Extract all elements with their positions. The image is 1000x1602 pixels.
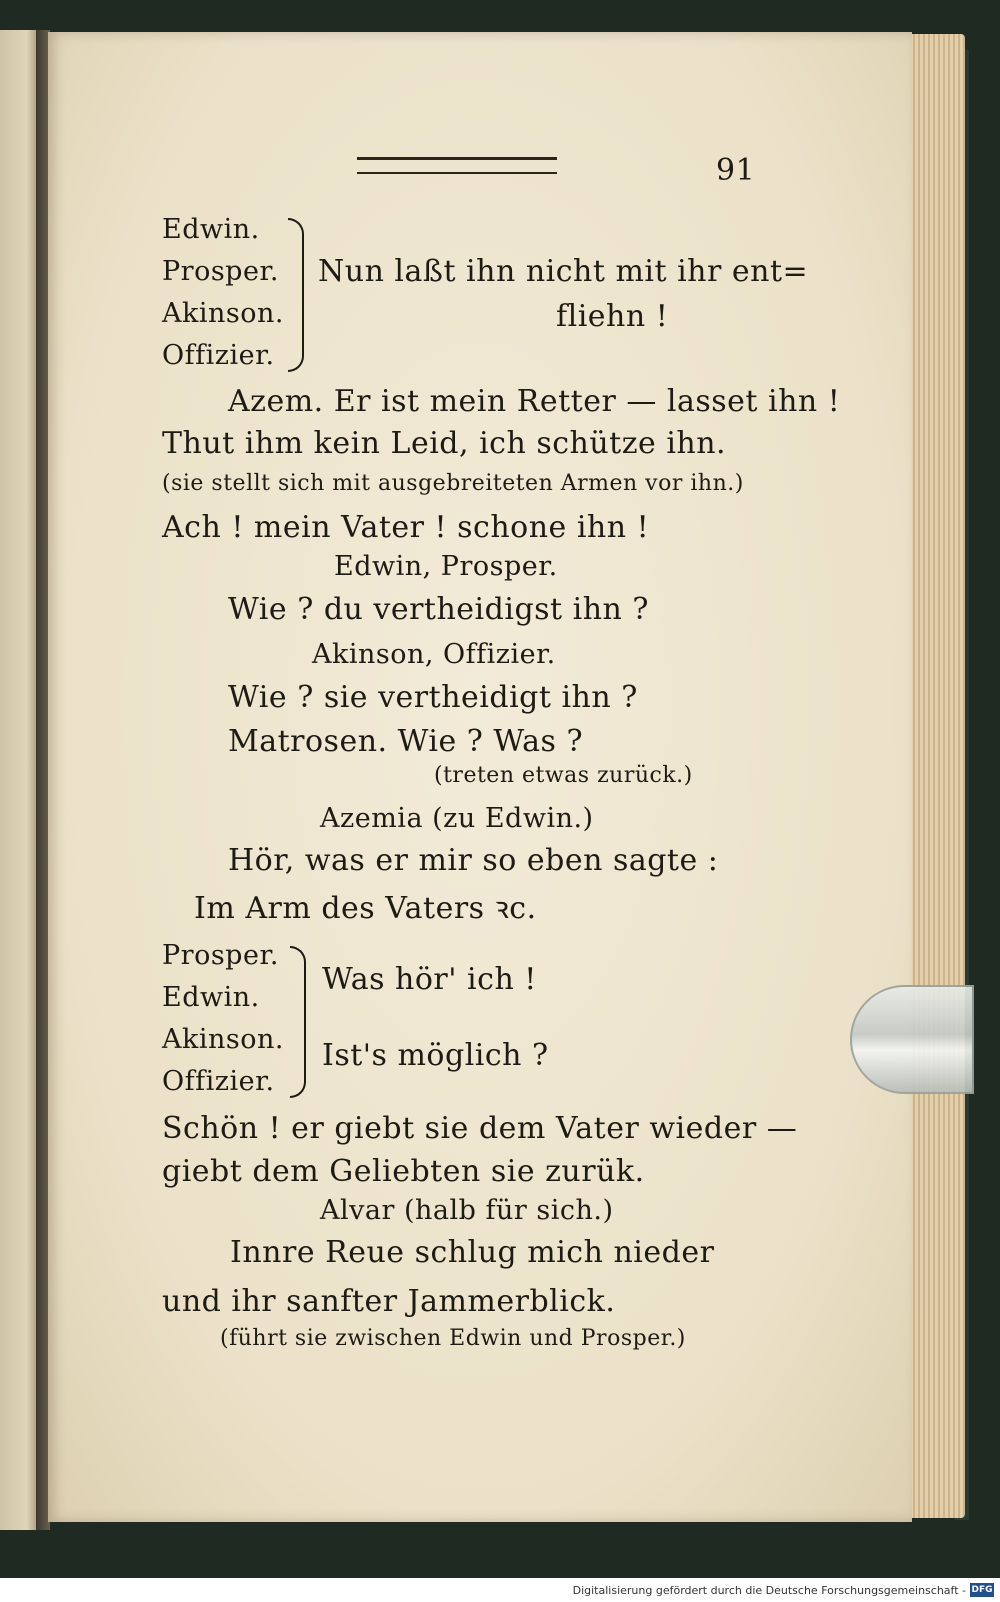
header-rule	[357, 172, 557, 174]
facing-page-edge	[0, 30, 38, 1530]
funding-note: Digitalisierung gefördert durch die Deutsche Forschungsgemeinschaft -	[572, 1584, 966, 1597]
verse-line: Ist's möglich ?	[322, 1038, 549, 1073]
speaker-brace	[288, 218, 304, 372]
speaker-prosper: Prosper.	[162, 256, 279, 287]
verse-line: Innre Reue schlug mich nieder	[230, 1235, 715, 1270]
verse-line: Azem. Er ist mein Retter — lasset ihn !	[228, 384, 841, 419]
speaker-heading: Edwin, Prosper.	[334, 551, 558, 582]
speaker-heading: Akinson, Offizier.	[312, 639, 556, 670]
verse-line: Thut ihm kein Leid, ich schütze ihn.	[162, 426, 727, 461]
speaker-akinson: Akinson.	[162, 298, 284, 329]
speaker-brace	[290, 946, 306, 1098]
verse-line: Im Arm des Vaters ꝛc.	[194, 891, 537, 926]
speaker-edwin: Edwin.	[162, 982, 260, 1013]
speaker-offizier: Offizier.	[162, 1066, 275, 1097]
verse-line: Wie ? du vertheidigst ihn ?	[228, 592, 649, 627]
verse-line: und ihr sanfter Jammerblick.	[162, 1284, 616, 1319]
page-number: 91	[716, 153, 756, 188]
speaker-heading: Alvar (halb für sich.)	[320, 1195, 614, 1226]
verse-line: Schön ! er giebt sie dem Vater wieder —	[162, 1111, 798, 1146]
speaker-prosper: Prosper.	[162, 940, 279, 971]
speaker-akinson: Akinson.	[162, 1024, 284, 1055]
stage-direction: (führt sie zwischen Edwin und Prosper.)	[220, 1326, 686, 1351]
speaker-edwin: Edwin.	[162, 214, 260, 245]
stage-direction: (sie stellt sich mit ausgebreiteten Armen vor ihn.)	[162, 471, 744, 496]
stage-direction: (treten etwas zurück.)	[434, 763, 693, 788]
page-clip	[850, 985, 974, 1094]
dfg-logo[interactable]: DFG	[971, 1585, 993, 1595]
header-rule	[357, 157, 557, 160]
verse-line: Was hör' ich !	[322, 962, 537, 997]
verse-line: giebt dem Geliebten sie zurük.	[162, 1154, 645, 1189]
verse-line: Ach ! mein Vater ! schone ihn !	[162, 510, 650, 545]
speaker-offizier: Offizier.	[162, 340, 275, 371]
speaker-heading: Azemia (zu Edwin.)	[320, 803, 594, 834]
verse-line: Wie ? sie vertheidigt ihn ?	[228, 680, 638, 715]
page-stack-edges	[905, 34, 965, 1518]
verse-line: Nun laßt ihn nicht mit ihr ent=	[318, 254, 809, 289]
verse-line: Matrosen. Wie ? Was ?	[228, 724, 584, 759]
verse-line: Hör, was er mir so eben sagte :	[228, 843, 719, 878]
verse-line: fliehn !	[556, 299, 669, 334]
